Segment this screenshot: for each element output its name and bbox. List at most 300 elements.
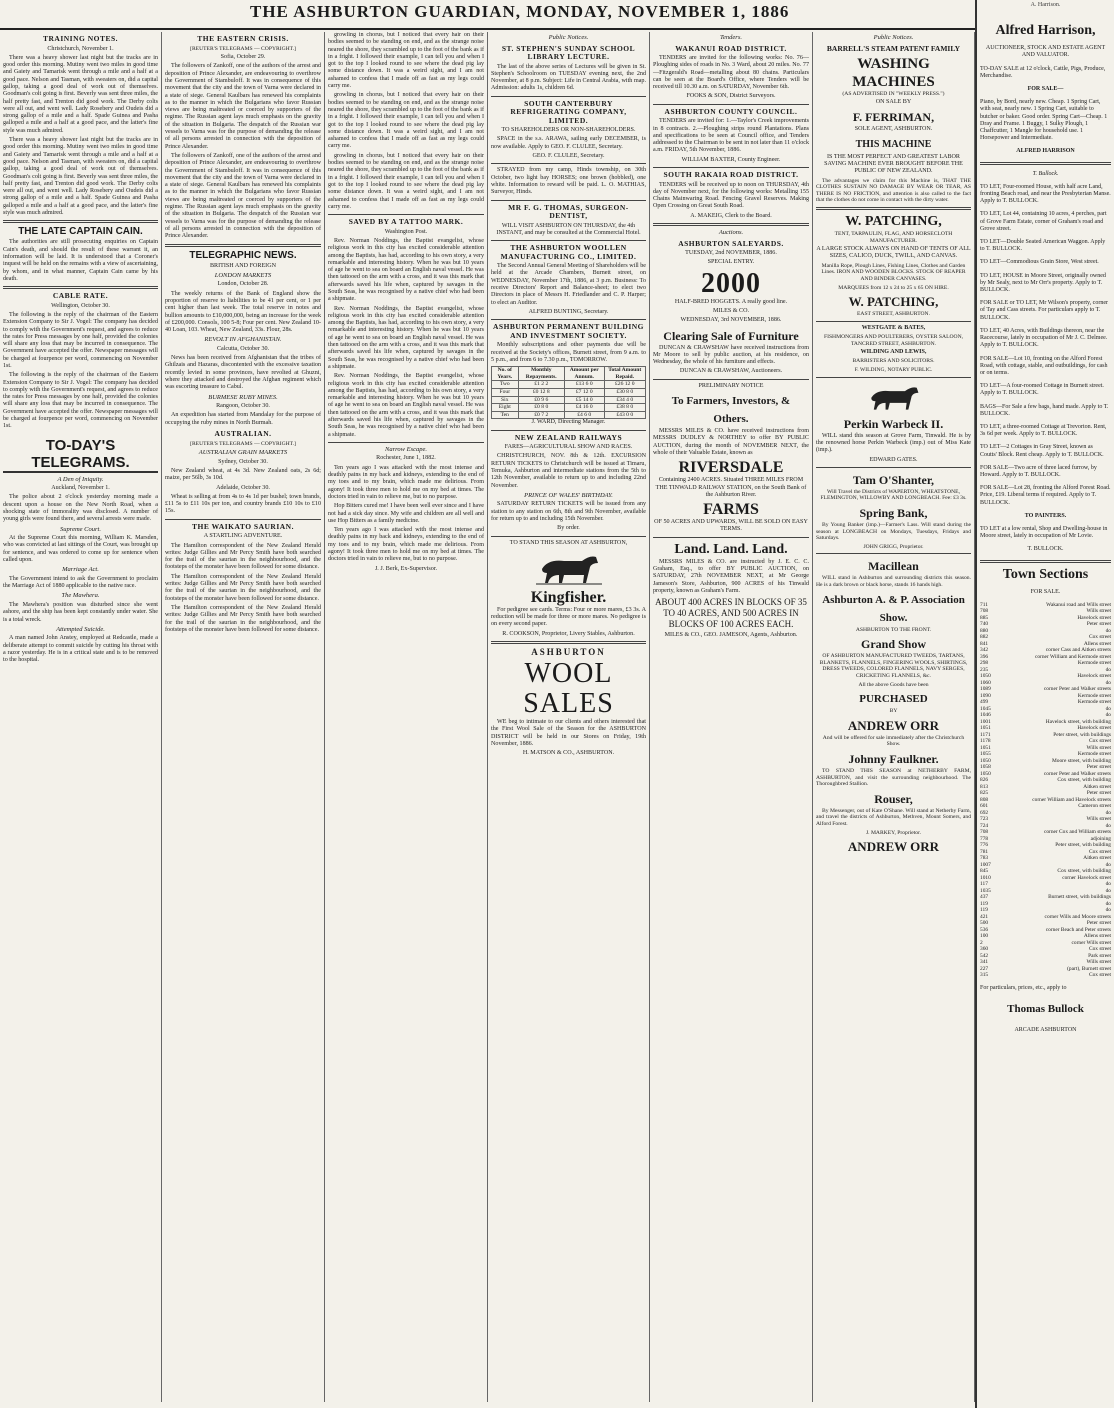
ruby-heading: BURMESE RUBY MINES. xyxy=(208,393,278,401)
section-location: Aitken street xyxy=(1083,855,1111,862)
section-number: 724 xyxy=(980,822,989,829)
section-location: Wakanui road and Wills street xyxy=(1046,601,1111,608)
machine-heading: THIS MACHINE xyxy=(855,138,932,150)
let-3: TO LET—Double Seated American Waggon. Apply to T. BULLOCK. xyxy=(980,239,1106,253)
patching-heading-b: W. PATCHING, xyxy=(848,294,939,310)
escape-text: Ten years ago I was attacked with the most intense and deathly pains in my back and kidneys, extending to the end of my toes and to my brain, which made me delirious. From agony! It took three men to hold me on my bed at times. The doctors tried in vain to relieve me, but to no purpose. xyxy=(328,464,484,500)
section-location: do xyxy=(1105,666,1111,673)
dentist-text: WILL VISIT ASHBURTON ON THURSDAY, the 4th INSTANT, and may be consulted at the Commercial Hotel. xyxy=(496,222,641,236)
bullock-address: ARCADE ASHBURTON xyxy=(1014,1026,1077,1033)
table-cell: £13 6 0 xyxy=(564,381,604,389)
list-item xyxy=(980,972,1111,979)
sections-heading: Town Sections xyxy=(1002,566,1089,582)
masthead-title: THE ASHBURTON GUARDIAN, MONDAY, NOVEMBER 1, 1886 xyxy=(250,2,790,21)
section-number: 341 xyxy=(980,959,989,966)
let-4: TO LET—Commodious Grain Store, West street. xyxy=(980,259,1099,266)
table-cell: £4 16 0 xyxy=(564,404,604,412)
section-number: 1007 xyxy=(980,861,991,868)
section-number: 1171 xyxy=(980,731,991,738)
iniquity-text: The police about 2 o'clock yesterday morning made a descent upon a house on the New North Road, when a shocking state of immorality was disclosed. A number of young girls were found there, and several arrests were made. xyxy=(3,494,158,523)
section-location: Peter street xyxy=(1086,621,1111,628)
wilding-heading: WILDING AND LEWIS, xyxy=(860,349,927,356)
adelaide-text: Wheat is selling at from 4s to 4s 1d per bushel; town brands, £11 5s to £11 10s per ton, and country brands £10 10s to £10 15s. xyxy=(165,493,321,515)
section-number: 1089 xyxy=(980,686,991,693)
eastern-sub: [REUTER'S TELEGRAMS — COPYRIGHT.] xyxy=(190,45,296,52)
woolsales-subheading: ASHBURTON xyxy=(531,647,606,658)
table-header-cell: Monthly Repayments. xyxy=(518,367,564,381)
woolsales-text: WE beg to intimate to our clients and others interested that the First Wool Sale of the Season for the ASHBURTON DISTRICT will be held in our Stores on Friday, 19th November, 1886. xyxy=(491,719,646,747)
section-location: Cox street xyxy=(1088,972,1111,979)
marriage-text: The Government intend to ask the Government to proclaim the Marriage Act of 1880 applicable to the native race. xyxy=(3,575,158,590)
table-header-cell: No. of Years. xyxy=(492,367,519,381)
rakaia-text: TENDERS will be received up to noon on THURSDAY, 4th day of November next, for the following works: Metalling 155 Chains Mainwaring Road. Fencing Gravel Reserves. Making Open Crossing on Great South Road. xyxy=(653,181,809,210)
escape-dateline: Rochester, June 1, 1882. xyxy=(376,455,436,462)
harrison-heading: Alfred Harrison, xyxy=(995,23,1096,39)
section-location: Peter street xyxy=(1086,764,1111,771)
grain-heading: AUSTRALIAN GRAIN MARKETS xyxy=(198,449,288,457)
section-location: Moore street, with building xyxy=(1052,757,1111,764)
section-number: 1090 xyxy=(980,692,991,699)
section-location: corner Wills and Moore streets xyxy=(1044,913,1111,920)
table-cell: £38 8 0 xyxy=(604,404,645,412)
section-location: do xyxy=(1105,627,1111,634)
patching-sub-b: EAST STREET, ASHBURTON. xyxy=(856,311,930,318)
tattoo-text-3: Rev. Norman Noddings, the Baptist evangelist, whose religious work in this city has excited considerable attention among the Baptists, has had, according to his own story, a very remarkable and interesting history. When he was but 10 years of age he went to sea on board an English naval vessel. He was then tattooed on the arm with a cross, and it was this mark that afterwards saved his life when, captured by savages in the South Seas, he was recognised by a native chief who had been a shipmate. xyxy=(328,373,484,438)
westgate-heading: WESTGATE & BATES, xyxy=(861,324,926,331)
wales-heading: PRINCE OF WALES' BIRTHDAY. xyxy=(524,491,613,499)
section-number: 1178 xyxy=(980,738,991,745)
section-location: Kermode street xyxy=(1077,751,1111,758)
section-location: Havelock street, with building xyxy=(1045,718,1111,725)
tattoo-text-2: Rev. Norman Noddings, the Baptist evangelist, whose religious work in this city has excited considerable attention among the Baptists, has had, according to his own story, a very remarkable and interesting history. When he was but 10 years of age he went to sea on board an English naval vessel. He was then tattooed on the arm with a cross, and it was this mark that afterwards saved his life when, captured by savages in the South Seas, he was recognised by a native chief who had been a shipmate. xyxy=(328,305,484,370)
tattoo-text: Rev. Norman Noddings, the Baptist evangelist, whose religious work in this city has excited considerable attention among the Baptists, has had, according to his own story, a very remarkable and interesting history. When he was but 10 years of age he went to sea on board an English naval vessel. He was then tattooed on the arm with a cross, and it was this mark that afterwards saved his life when, captured by savages in the South Seas, he was recognised by a native chief who had been a shipmate. xyxy=(328,237,484,303)
grain-dateline: Sydney, October 30. xyxy=(218,458,268,465)
perkin-text: WILL stand this season at Grove Farm, Tinwald. He is by the renowned horse Perkin Warbeck (imp.) out of Miss Kate (imp.). xyxy=(816,432,971,454)
section-location: corner William and Kermode street xyxy=(1034,653,1111,660)
sections-list xyxy=(980,602,1111,979)
woollen-signature: ALFRED BUNTING, Secretary. xyxy=(528,308,609,315)
perkin-signature: EDWARD GATES. xyxy=(869,456,918,463)
harrison-sale: TO-DAY SALE at 12 o'clock, Cattle, Pigs, Produce, Merchandise. xyxy=(980,65,1106,79)
section-number: 778 xyxy=(980,835,989,842)
rail-signature: By order. xyxy=(557,525,580,532)
section-number: 885 xyxy=(980,614,989,621)
section-number: 1035 xyxy=(980,887,991,894)
section-number: 1050 xyxy=(980,757,991,764)
let-8: FOR SALE—Lot 10, fronting on the Alford Forest Road, with cottage, stable, and outbuildings, for cash or on terms. xyxy=(980,355,1108,376)
section-number: 117 xyxy=(980,881,988,888)
purchased-text: All the above Goods have been xyxy=(858,681,929,688)
section-number: 776 xyxy=(980,842,989,849)
let-15: TO LET at a low rental, Shop and Dwelling-house in Moore street, lately in occupation of Mr Lovie. xyxy=(980,525,1108,540)
rouser-text: By Messenger, out of Kate O'Shane. Will stand at Netherby Farm, and travel the districts of Ashburton, Methven, Mount Somers, and Alford Forest. xyxy=(816,807,971,827)
section-location: corner Cass and Aitken streets xyxy=(1045,647,1111,654)
section-number: 536 xyxy=(980,926,989,933)
stephen-text: The last of the above series of Lectures will be given in St. Stephen's Schoolroom on TUESDAY evening next, the 2nd November, at 8 p.m. Subject: Life in Central Arabia, with map. Admission: adults 1s, children 6d. xyxy=(491,63,646,92)
refrig-sub: TO SHAREHOLDERS OR NON-SHAREHOLDERS. xyxy=(501,127,636,134)
cable-text: The following is the reply of the chairman of the Eastern Extension Company to Sir J. Vogel: The company has decided to comply with the Government's request, and agrees to reduce the rates for Press messages by one half, provided the colonies will share any loss that may be incurred in consequence. The Government have accepted the offer. Newspaper messages will be charged at fourpence per word, commencing on November 1st. xyxy=(3,311,158,369)
cable-dateline: Wellington, October 30. xyxy=(51,302,110,309)
supreme-heading: Supreme Court. xyxy=(60,525,101,533)
section-location: Cox street, with building xyxy=(1057,777,1111,784)
section-number: 841 xyxy=(980,640,989,647)
county-heading: ASHBURTON COUNTY COUNCIL. xyxy=(664,106,798,116)
horse-illustration-icon xyxy=(864,381,924,413)
section-location: Wills street xyxy=(1086,608,1111,615)
section-number: 360 xyxy=(980,946,989,953)
rakaia-heading: SOUTH RAKAIA ROAD DISTRICT. xyxy=(663,170,799,180)
mawhera-heading: The Mawhera. xyxy=(61,592,100,600)
public-notices-heading: Public Notices. xyxy=(548,34,589,41)
kingfisher-heading: Kingfisher. xyxy=(530,588,607,606)
let-11: TO LET, a three-roomed Cottage at Trevorton. Rent, 3s 6d per week. Apply to T. BULLOCK. xyxy=(980,423,1107,438)
land-heading: Land. Land. Land. xyxy=(674,541,788,557)
patching-heading: W. PATCHING, xyxy=(845,213,942,229)
section-location: do xyxy=(1105,900,1111,907)
mawhera-text: The Mawhera's position was disturbed since she went ashore, and the ship has been kept constantly under water. She is a total wreck. xyxy=(3,601,158,623)
wakanui-text: TENDERS are invited for the following works: No. 76—Ploughing sides of roads in No. 3 Ward, about 20 miles. No. 77—Fitzgerald's Road—metalling about 80 chains. Particulars can be seen at the Board's Office, where Tenders will be received till 10.30 a.m. on SATURDAY, November 6th. xyxy=(653,55,809,91)
patching-text-2: Manilla Rope, Plough Lines, Fishing Lines, Clothes and Garden Lines. IRON AND WOODEN BLOCKS. STOCK OF REAPER AND BINDER CANVASES. xyxy=(821,262,966,282)
section-location: Cox street xyxy=(1088,946,1111,953)
tam-text: Will Travel the Districts of WAPERTON, WHEATSTONE, FLEMINGTON, WILLOWBY AND LONGBEACH. Fee: £3 3s. xyxy=(820,488,967,502)
county-text: TENDERS are invited for: 1.—Taylor's Creek improvements in 8 contracts. 2.—Ploughing strips round Plantations. Plans and specifications to be seen at Council office, and Tenders addressed to the Chairman to be sent in not later than 11 o'clock a.m. FRIDAY, 5th November, 1886. xyxy=(653,118,809,154)
section-number: 708 xyxy=(980,829,989,836)
special-entry: SPECIAL ENTRY. xyxy=(707,259,755,266)
auctions-heading: Auctions. xyxy=(718,229,744,237)
machine-text-2: The advantages we claim for this Machine is, THAT THE CLOTHES SUSTAIN NO DAMAGE BY WEAR OR TEAR, AS THERE IS NO FRICTION, and attention is also called to the fact that the clothes do not come in contact with the dirty water. xyxy=(816,177,971,204)
stud-heading: TO STAND THIS SEASON AT ASHBURTON, xyxy=(509,539,628,546)
woollen-text: The Second Annual General Meeting of Shareholders will be held at the Arcade Chambers, Burnett street, on WEDNESDAY, November 17th, 1886, at 3 p.m. Business: To receive Directors' Report and Balance-sheet; to elect two Directors in place of Messrs H. Friedlander and C. P. Harper; to elect an Auditor. xyxy=(491,263,646,306)
section-location: Kermode street xyxy=(1077,699,1111,706)
ferriman-text: SOLE AGENT, ASHBURTON. xyxy=(854,126,933,133)
section-location: do xyxy=(1105,887,1111,894)
johnny-heading: Johnny Faulkner. xyxy=(848,751,939,766)
table-cell: Two xyxy=(492,381,519,389)
waikato-text-3: The Hamilton correspondent of the New Zealand Herald writes: Judge Gillies and Mr Percy Smith have both searched for the trail of the saurian in the neighbourhood, and the footsteps of the monster have been followed for some distance. xyxy=(165,604,321,633)
tenders-heading: Tenders. xyxy=(720,34,742,41)
tam-heading: Tam O'Shanter, xyxy=(852,472,935,487)
perkin-heading: Perkin Warbeck II. xyxy=(843,416,944,431)
section-location: Cox street, with building xyxy=(1057,868,1111,875)
hoggets-text: HALF-BRED HOGGETS. A really good line. xyxy=(674,298,788,305)
kingfisher-signature: R. COOKSON, Proprietor, Livery Stables, Ashburton. xyxy=(502,630,635,637)
section-number: 845 xyxy=(980,868,989,875)
woollen-heading: THE ASHBURTON WOOLLEN MANUFACTURING CO., LIMITED. xyxy=(500,243,637,261)
cable-heading: CABLE RATE. xyxy=(52,291,109,301)
table-header-cell: Amount per Annum. xyxy=(564,367,604,381)
column-tenders-auctions xyxy=(650,32,813,1402)
section-location: corner Wills street xyxy=(1071,939,1111,946)
section-location: Allens street xyxy=(1083,640,1111,647)
strayed-text: STRAYED from my camp, Hinds township, on 30th October, two light bay HORSES; one brown (hobbled), one white. Information to reward will be paid. L. O. MATHIAS, Surveyor, Hinds. xyxy=(491,167,646,196)
section-number: 692 xyxy=(980,809,989,816)
rail-sub: FARES—AGRICULTURAL SHOW AND RACES. xyxy=(504,444,633,451)
refrig-signature: GEO. F. CLULEE, Secretary. xyxy=(532,153,605,160)
stephen-heading: ST. STEPHEN'S SUNDAY SCHOOL LIBRARY LECTURE. xyxy=(501,43,636,61)
escape-text-2: Ten years ago I was attacked with the most intense and deathly pains in my back and kidneys, extending to the end of my toes and to my brain, which made me delirious. From agony! It took three men to hold me on my bed at times. The doctors tried in vain to relieve me, but to no purpose. xyxy=(328,527,484,563)
column-news-2 xyxy=(162,32,325,1402)
iniquity-dateline: Auckland, November 1. xyxy=(51,485,110,492)
section-number: 740 xyxy=(980,621,989,628)
show-heading: Ashburton A. & P. Association Show. xyxy=(822,593,965,624)
section-location: Aitken street xyxy=(1083,783,1111,790)
let-9: TO LET—A four-roomed Cottage in Burnett street. Apply to T. BULLOCK. xyxy=(980,383,1104,397)
section-location: do xyxy=(1105,822,1111,829)
section-number: 711 xyxy=(980,601,988,608)
section-location: do xyxy=(1105,712,1111,719)
table-row xyxy=(492,388,646,396)
corner-label: A. Harrison. xyxy=(1030,2,1061,8)
table-cell: £30 8 0 xyxy=(604,388,645,396)
section-number: 1060 xyxy=(980,679,991,686)
building-heading: ASHBURTON PERMANENT BUILDING AND INVESTMENT SOCIETY. xyxy=(493,322,644,340)
repayment-table xyxy=(491,366,646,419)
section-number: 781 xyxy=(980,848,989,855)
harrison-text: AUCTIONEER, STOCK AND ESTATE AGENT AND VALUATOR. xyxy=(985,45,1106,59)
column-news-3 xyxy=(325,32,488,1402)
let-7: TO LET, 40 Acres, with Buildings thereon, near the Racecourse, lately in occupation of Mr J. C. Delmee. Apply to T. BULLOCK. xyxy=(980,327,1108,349)
hoggets-number: 2000 xyxy=(701,267,761,299)
table-cell: £0 12 8 xyxy=(518,388,564,396)
bullock-head: T. Bullock. xyxy=(1032,170,1059,177)
section-location: Wills street xyxy=(1086,744,1111,751)
orr-heading: ANDREW ORR xyxy=(847,717,940,733)
let-14: FOR SALE—Lot 28, fronting the Alford Forest Road. Price, £19. Liberal terms if required. Apply to T. BULLOCK. xyxy=(980,485,1111,506)
section-number: 1051 xyxy=(980,725,991,732)
grain-text: New Zealand wheat, at 4s 3d. New Zealand oats, 2s 6d; maize, per 56lb, 3s 10d. xyxy=(165,467,321,482)
eastern-dateline: Sofia, October 29. xyxy=(220,54,266,61)
masthead xyxy=(0,0,975,30)
section-number: 708 xyxy=(980,608,989,615)
suicide-text: A man named John Anstey, employed at Redcastle, made a deliberate attempt to commit suicide by cutting his throat with a razor yesterday. He is in a critical state and is to be removed to the hospital. xyxy=(3,635,158,664)
intro-text: growling in chorus, but I noticed that every hair on their bodies seemed to be standing on end, and as the strange noise neared the shore, they scrambled up to the foot of the bank as if in a fright. I followed their example, I can tell you and when I got to the top I looked round to see where the dead pig lay some distance down. It was a weird sight, and I am not ashamed to confess that I made off as fast as my legs could carry me. xyxy=(328,32,484,90)
section-location: (part), Burnett street xyxy=(1067,965,1111,972)
rakaia-signature: A. MAKEIG, Clerk to the Board. xyxy=(690,212,772,219)
cain-heading: THE LATE CAPTAIN CAIN. xyxy=(18,226,143,238)
table-cell: £34 4 0 xyxy=(604,396,645,404)
wed-date: WEDNESDAY, 3rd NOVEMBER, 1886. xyxy=(680,317,782,324)
clearing-text: DUNCAN & CRAWSHAW have received instructions from Mr Moore to sell by public auction, at his residence, on Wednesday, the whole of his furniture and effects. xyxy=(653,344,809,366)
section-location: do xyxy=(1105,907,1111,914)
section-number: 1058 xyxy=(980,764,991,771)
table-cell: £4 6 0 xyxy=(564,411,604,419)
orr-text: And will be offered for sale immediately after the Christchurch Show. xyxy=(822,734,965,748)
spring-signature: JOHN GRIGG, Proprietor. xyxy=(863,543,924,550)
woolsales-signature: H. MATSON & CO., ASHBURTON. xyxy=(522,750,615,757)
ruby-text: An expedition has started from Mandalay for the purpose of occupying the ruby mines in North Burmah. xyxy=(165,412,321,426)
clearing-signature: DUNCAN & CRAWSHAW, Auctioneers. xyxy=(679,368,783,375)
intro-text-2: growling in chorus, but I noticed that every hair on their bodies seemed to be standing on end, and as the strange noise neared the shore, they scrambled up to the foot of the bank as if in a fright. I followed their example, I can tell you and when I got to the top I looked round to see where the dead pig lay some distance down. It was a weird sight, and I am not ashamed to confess that I made off as fast as my legs could carry me. xyxy=(328,92,484,150)
section-number: 826 xyxy=(980,777,989,784)
australian-sub: [REUTER'S TELEGRAMS — COPYRIGHT.] xyxy=(190,440,296,447)
saleyards-heading: ASHBURTON SALEYARDS. xyxy=(678,238,784,248)
table-header-cell: Total Amount Repaid. xyxy=(604,367,645,381)
dentist-heading: MR F. G. THOMAS, SURGEON-DENTIST, xyxy=(508,202,629,221)
table-cell: £0 9 6 xyxy=(518,396,564,404)
section-location: Wills street xyxy=(1086,816,1111,823)
waikato-text-2: The Hamilton correspondent of the New Zealand Herald writes: Judge Gillies and Mr Percy Smith have both searched for the trail of the saurian in the neighbourhood, and the footsteps of the monster have been followed for some distance. xyxy=(165,573,321,602)
section-number: 100 xyxy=(980,933,989,940)
bullock-heading: Thomas Bullock xyxy=(1007,1002,1084,1015)
cain-text: The authorities are still prosecuting enquiries on Captain Cain's death, and should the result of these warrant it, an information will be laid. It is understood that a Coroner's inquest will be held on the remains with a view of ascertaining, by whom, and in what manner, Captain Cain came by his death. xyxy=(3,239,158,282)
farmers-heading: To Farmers, Investors, & Others. xyxy=(671,395,791,426)
section-location: do xyxy=(1105,881,1111,888)
section-location: corner William and Havelock streets xyxy=(1032,796,1111,803)
column-public-notices xyxy=(488,32,650,1402)
washing-heading: WASHING MACHINES xyxy=(852,55,935,90)
let-6: FOR SALE or TO LET, Mr Wilson's property, corner of Tay and Cass streets. For particulars apply to T. BULLOCK. xyxy=(980,300,1108,321)
let-12: TO LET—2 Cottages in Gray Street, known as Coutts' Block. Rent cheap. Apply to T. BULLOCK. xyxy=(980,444,1104,458)
section-number: 808 xyxy=(980,796,989,803)
telegraphic-sub: BRITISH AND FOREIGN xyxy=(209,262,277,269)
section-location: Kermode street xyxy=(1077,660,1111,667)
table-cell: £1 2 2 xyxy=(518,381,564,389)
horse-illustration-icon xyxy=(534,549,604,587)
section-number: 1001 xyxy=(980,718,991,725)
section-location: corner Peter and Walker streets xyxy=(1043,770,1111,777)
let-13: FOR SALE—Two acre of three laced furrow, by Howard. Apply to T. BULLOCK. xyxy=(980,464,1097,478)
building-signature: J. WARD, Directing Manager. xyxy=(531,419,606,426)
section-number: 315 xyxy=(980,972,989,979)
orr-footer: ANDREW ORR xyxy=(847,839,940,855)
spring-heading: Spring Bank, xyxy=(859,506,928,521)
afghan-dateline: Calcutta, October 30. xyxy=(216,345,270,352)
wilding-signature: F. WILDING, NOTARY PUBLIC. xyxy=(854,367,933,374)
section-location: Cox street xyxy=(1088,738,1111,745)
australian-heading: AUSTRALIAN. xyxy=(214,429,272,439)
right-strip-ads xyxy=(975,0,1114,1408)
section-location: Cameron street xyxy=(1078,803,1111,810)
section-number: 825 xyxy=(980,790,989,797)
section-number: 1050 xyxy=(980,770,991,777)
patching-text-3: MARQUEES from 12 x 24 to 25 x 65 ON HIRE. xyxy=(838,284,949,291)
farms-text: OF 50 ACRES AND UPWARDS, WILL BE SOLD ON EASY TERMS. xyxy=(654,519,808,533)
ferriman-heading: F. FERRIMAN, xyxy=(852,110,935,125)
section-number: 342 xyxy=(980,647,989,654)
saleyards-signature: MILES & CO. xyxy=(712,307,750,314)
section-location: Park street xyxy=(1088,952,1111,959)
riversdale-heading: RIVERSDALE xyxy=(678,459,784,477)
prelim-heading: PRELIMINARY NOTICE xyxy=(698,382,764,389)
section-location: Allens street xyxy=(1083,933,1111,940)
patching-text: A LARGE STOCK ALWAYS ON HAND OF TENTS OF ALL SIZES, CALICO, DUCK, TWILL, AND CANVAS. xyxy=(816,246,971,260)
section-number: 1045 xyxy=(980,705,991,712)
ruby-dateline: Rangoon, October 30. xyxy=(216,403,270,410)
let-1: TO LET, Four-roomed House, with half acre Land, fronting Beach road, and near the Presbyterian Manse. Apply to T. BULLOCK. xyxy=(980,183,1111,205)
sections-note: For particulars, prices, etc., apply to xyxy=(980,984,1067,991)
telegrams-heading: TO-DAY'S TELEGRAMS. xyxy=(3,437,158,473)
refrig-heading: SOUTH CANTERBURY REFRIGERATING COMPANY, LIMITED. xyxy=(510,98,627,125)
section-number: 119 xyxy=(980,907,988,914)
wales-text: SATURDAY RETURN TICKETS will be issued from any station to any station on 6th, 8th and 9th November, available for return up to and including 15th November. xyxy=(491,501,646,522)
westgate-text: FISHMONGERS AND POULTERERS, OYSTER SALOON, TANCRED STREET, ASHBURTON. xyxy=(823,334,964,347)
table-cell: Eight xyxy=(492,404,519,412)
section-location: Cox street xyxy=(1088,848,1111,855)
section-number: 601 xyxy=(980,803,989,810)
afghan-heading: REVOLT IN AFGHANISTAN. xyxy=(204,336,282,344)
section-number: 1046 xyxy=(980,712,991,719)
rouser-signature: J. MARKEY, Proprietor. xyxy=(865,829,922,836)
section-location: Havelock street xyxy=(1077,673,1111,680)
section-location: Peter street, with building xyxy=(1055,842,1111,849)
woolsales-heading: WOOL SALES xyxy=(523,658,614,720)
machine-text: IS THE MOST PERFECT AND GREATEST LABOR SAVING MACHINE EVER BROUGHT BEFORE THE PUBLIC OF NEW ZEALAND. xyxy=(824,153,963,175)
section-location: corner Cox and William streets xyxy=(1043,829,1111,836)
column-ads xyxy=(813,32,975,1402)
farms-heading: FARMS xyxy=(703,501,759,519)
section-number: 499 xyxy=(980,699,989,706)
section-number: 119 xyxy=(980,900,988,907)
eastern-heading: THE EASTERN CRISIS. xyxy=(197,34,289,43)
saleyards-date: TUESDAY, 2nd NOVEMBER, 1886. xyxy=(685,250,777,257)
table-cell: Four xyxy=(492,388,519,396)
table-cell: £7 12 0 xyxy=(564,388,604,396)
section-number: 1010 xyxy=(980,874,991,881)
section-number: 542 xyxy=(980,952,989,959)
purchased-heading: PURCHASED xyxy=(859,693,928,706)
county-signature: WILLIAM BAXTER, County Engineer. xyxy=(681,156,781,163)
section-number: 1051 xyxy=(980,744,991,751)
section-number: 882 xyxy=(980,634,989,641)
section-location: Cox street xyxy=(1088,634,1111,641)
eastern-text: The followers of Zankoff, one of the authors of the arrest and deposition of Prince Alexander, are endeavouring to overthrow the Government of Stambuloff. It was in consequence of this movement that the city and the town of Varna were declared in a state of siege. General Kaulbars has renewed his complaints as to the manner in which the Bulgarians who favor Russian views are being maltreated or coerced by supporters of the regime. The Russian agent lays much emphasis on the gravity of the situation in Bulgaria. The despatch of the Russian war vessels to Varna was for the purpose of demanding the release of all persons arrested in connection with the deposition of Prince Alexander. xyxy=(165,63,321,150)
section-number: 813 xyxy=(980,783,989,790)
table-header-row xyxy=(492,367,646,381)
section-number: 227 xyxy=(980,965,989,972)
section-number: 421 xyxy=(980,913,989,920)
waikato-sub: A STARTLING ADVENTURE. xyxy=(203,533,283,540)
hop-text: Hop Bitters cured me! I have been well ever since and I have not had a sick day since. My wife and children are all well and use Hop Bitters as a family medicine. xyxy=(328,503,484,524)
section-number: 783 xyxy=(980,855,989,862)
section-number: 2 xyxy=(980,939,983,946)
telegraphic-heading: TELEGRAPHIC NEWS. xyxy=(189,249,297,261)
cable-text-2: The following is the reply of the chairman of the Eastern Extension Company to Sir J. Vogel: The company has decided to comply with the Government's request, and agrees to reduce the rates for Press messages by one half, provided the colonies will share any loss that may be incurred in consequence. The Government have accepted the offer. Newspaper messages will be charged at fourpence per word, commencing on November 1st. xyxy=(3,372,158,430)
table-row xyxy=(492,404,646,412)
training-dateline: Christchurch, November 1. xyxy=(47,45,114,52)
section-location: Havelock street xyxy=(1077,725,1111,732)
grand-text: OF ASHBURTON MANUFACTURED TWEEDS, TARTANS, BLANKETS, FLANNELS, FINGERING WOOLS, SHIRTINGS, DRESS TWEEDS, COLORED FLANNELS, NAVY SERGES, CRICKETING FLANNELS, &c. xyxy=(819,653,968,679)
johnny-text: TO STAND THIS SEASON at NETHERBY FARM, ASHBURTON, and visit the surrounding neighbourhood. The Thoroughbred Stallion. xyxy=(816,767,971,788)
let-15-signature: T. BULLOCK. xyxy=(1027,546,1064,553)
onsale-text: ON SALE BY xyxy=(875,99,912,106)
section-location: corner Havelock street xyxy=(1062,874,1111,881)
macillean-heading: Macillean xyxy=(868,559,919,574)
let-10: BAGS—For Sale a few bags, hand made. Apply to T. BULLOCK. xyxy=(980,403,1109,417)
rail-heading: NEW ZEALAND RAILWAYS xyxy=(514,432,623,442)
section-location: do xyxy=(1105,861,1111,868)
section-number: 500 xyxy=(980,920,989,927)
grand-heading: Grand Show xyxy=(860,637,927,652)
wakanui-heading: WAKANUI ROAD DISTRICT. xyxy=(675,43,787,53)
building-text: Monthly subscriptions and other payments due will be received at the Society's offices, Burnett street, from 9 a.m. to 5 p.m., and from 6 to 7.30 p.m., TOMORROW. xyxy=(491,342,646,363)
painters-label: TO PAINTERS. xyxy=(1024,512,1067,519)
wilding-text: BARRISTERS AND SOLICITORS. xyxy=(852,358,935,365)
training-heading: TRAINING NOTES. xyxy=(42,34,118,43)
section-number: 1055 xyxy=(980,751,991,758)
table-cell: £5 14 0 xyxy=(564,396,604,404)
sections-sub: FOR SALE. xyxy=(1030,588,1061,595)
eastern-text-2: The followers of Zankoff, one of the authors of the arrest and deposition of Prince Alexander, are endeavouring to overthrow the Government of Stambuloff. It was in consequence of this movement that the city and the town of Varna were declared in a state of siege. General Kaulbars has renewed his complaints as to the manner in which the Bulgarians who favor Russian views are being maltreated or coerced by supporters of the regime. The Russian agent lays much emphasis on the gravity of the situation in Bulgaria. The despatch of the Russian war vessels to Varna was for the purpose of demanding the release of all persons arrested in connection with the deposition of Prince Alexander. xyxy=(165,152,321,240)
table-cell: £26 12 0 xyxy=(604,381,645,389)
show-front: ASHBURTON TO THE FRONT. xyxy=(855,626,932,633)
kingfisher-text: For pedigree see cards. Terms: Four or more mares, £3 3s. A reduction will be made for three or more mares. No pedigree is on every second paper. xyxy=(491,606,646,628)
escape-heading: Narrow Escape. xyxy=(384,445,427,453)
section-location: Wills street xyxy=(1086,959,1111,966)
adelaide-dateline: Adelaide, October 30. xyxy=(216,484,270,491)
by-text: BY xyxy=(889,708,898,715)
table-row xyxy=(492,411,646,419)
rail-text: CHRISTCHURCH, NOV. 8th & 12th. EXCURSION RETURN TICKETS to Christchurch will be issued at Timaru, Temuka, Ashburton and intermediate stations from the 5th to 12th November, available to return up to and including 22nd November. xyxy=(491,453,646,489)
